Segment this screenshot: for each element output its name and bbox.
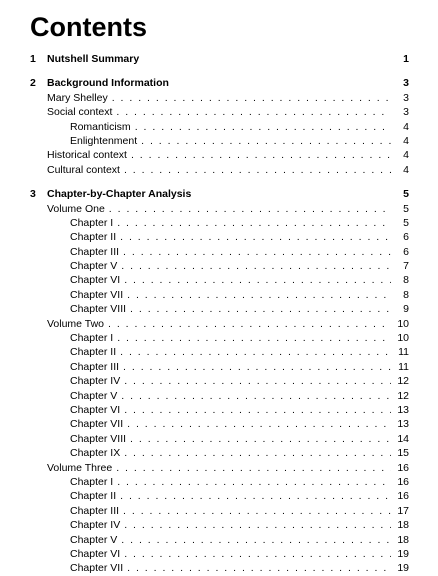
toc-page-number: 9 bbox=[403, 303, 409, 316]
toc-page-number: 3 bbox=[403, 91, 409, 104]
toc-page-number: 16 bbox=[397, 461, 409, 474]
toc-subsection-entry[interactable] bbox=[30, 288, 409, 302]
toc-entry-label: Chapter II bbox=[70, 346, 117, 359]
toc-entry-label: Chapter VII bbox=[70, 288, 124, 301]
toc-entry-label: Chapter VII bbox=[70, 562, 124, 575]
toc-subsection-entry[interactable] bbox=[30, 345, 409, 359]
toc-entry-label: Nutshell Summary bbox=[47, 53, 140, 65]
toc-entry-label: Chapter II bbox=[70, 490, 117, 503]
toc-entry-label: Volume One bbox=[47, 202, 105, 215]
dot-leader bbox=[124, 547, 391, 561]
toc-page-number: 13 bbox=[397, 403, 409, 416]
toc-page-number: 4 bbox=[403, 134, 409, 147]
toc-page-number: 4 bbox=[403, 149, 409, 162]
toc-entry-label: Background Information bbox=[47, 77, 169, 90]
toc-subsection-entry[interactable] bbox=[30, 417, 409, 431]
toc-chapter-number: 2 bbox=[30, 77, 36, 90]
toc-entry-label: Chapter VI bbox=[70, 403, 121, 416]
toc-entry-label: Chapter VI bbox=[70, 547, 121, 560]
toc-entry-label: Chapter VI bbox=[70, 274, 121, 287]
toc-subsection-entry[interactable] bbox=[30, 547, 409, 561]
dot-leader bbox=[123, 245, 391, 259]
toc-page-number: 6 bbox=[403, 231, 409, 244]
dot-leader bbox=[117, 216, 391, 230]
dot-leader bbox=[120, 230, 391, 244]
dot-leader bbox=[120, 345, 391, 359]
dot-leader bbox=[121, 259, 391, 273]
toc-page-number: 10 bbox=[397, 317, 409, 330]
dot-leader bbox=[121, 389, 391, 403]
toc-subsection-entry[interactable] bbox=[30, 360, 409, 374]
toc-entry-label: Chapter IX bbox=[70, 447, 121, 460]
toc-subsection-entry[interactable] bbox=[30, 403, 409, 417]
toc-entry-label: Chapter I bbox=[70, 475, 114, 488]
dot-leader bbox=[141, 134, 391, 148]
dot-leader bbox=[127, 561, 391, 575]
dot-leader bbox=[121, 533, 391, 547]
dot-leader bbox=[116, 461, 391, 475]
toc-section-entry[interactable] bbox=[30, 202, 409, 216]
dot-leader bbox=[109, 202, 391, 216]
toc-page-number: 10 bbox=[397, 332, 409, 345]
toc-entry-label: Chapter II bbox=[70, 231, 117, 244]
dot-leader bbox=[123, 504, 391, 518]
toc-entry-label: Chapter I bbox=[70, 216, 114, 229]
toc-entry-label: Cultural context bbox=[47, 163, 120, 176]
dot-leader bbox=[124, 163, 391, 177]
toc-entry-label: Volume Two bbox=[47, 317, 105, 330]
table-of-contents bbox=[30, 52, 409, 576]
toc-page-number: 4 bbox=[403, 120, 409, 133]
toc-page-number: 14 bbox=[397, 432, 409, 445]
toc-subsection-entry[interactable] bbox=[30, 518, 409, 532]
toc-section-entry[interactable] bbox=[30, 148, 409, 162]
toc-page-number: 18 bbox=[397, 519, 409, 532]
dot-leader bbox=[127, 288, 391, 302]
toc-entry-label: Chapter-by-Chapter Analysis bbox=[47, 188, 192, 201]
toc-entry-label: Chapter V bbox=[70, 389, 118, 402]
toc-subsection-entry[interactable] bbox=[30, 331, 409, 345]
toc-page-number: 19 bbox=[397, 547, 409, 560]
toc-chapter-number: 1 bbox=[30, 53, 36, 65]
toc-chapter-entry[interactable] bbox=[30, 187, 409, 201]
toc-entry-label: Chapter I bbox=[70, 332, 114, 345]
toc-subsection-entry[interactable] bbox=[30, 134, 409, 148]
toc-entry-label: Romanticism bbox=[70, 120, 131, 133]
toc-page-number: 4 bbox=[403, 163, 409, 176]
toc-entry-label: Social context bbox=[47, 106, 113, 119]
toc-page-number: 8 bbox=[403, 274, 409, 287]
toc-entry-label: Chapter IV bbox=[70, 375, 121, 388]
dot-leader bbox=[130, 432, 391, 446]
toc-chapter-entry[interactable] bbox=[30, 76, 409, 90]
dot-leader bbox=[117, 475, 391, 489]
toc-entry-label: Chapter III bbox=[70, 504, 120, 517]
toc-page-number: 5 bbox=[403, 202, 409, 215]
toc-section-entry[interactable] bbox=[30, 105, 409, 119]
toc-page-number: 7 bbox=[403, 260, 409, 273]
dot-leader bbox=[112, 91, 391, 105]
dot-leader bbox=[131, 148, 391, 162]
toc-subsection-entry[interactable] bbox=[30, 389, 409, 403]
toc-page-number: 8 bbox=[403, 288, 409, 301]
toc-page-number: 16 bbox=[397, 475, 409, 488]
toc-chapter-entry[interactable] bbox=[30, 52, 409, 66]
dot-leader bbox=[108, 317, 391, 331]
dot-leader bbox=[123, 360, 391, 374]
toc-page-number: 3 bbox=[403, 106, 409, 119]
toc-entry-label: Chapter III bbox=[70, 360, 120, 373]
toc-entry-label: Volume Three bbox=[47, 461, 113, 474]
toc-page-number: 5 bbox=[403, 216, 409, 229]
toc-entry-label: Chapter V bbox=[70, 260, 118, 273]
toc-entry-label: Chapter VII bbox=[70, 418, 124, 431]
toc-page-number: 16 bbox=[397, 490, 409, 503]
toc-subsection-entry[interactable] bbox=[30, 120, 409, 134]
toc-page-number: 18 bbox=[397, 533, 409, 546]
toc-subsection-entry[interactable] bbox=[30, 259, 409, 273]
toc-subsection-entry[interactable] bbox=[30, 504, 409, 518]
toc-subsection-entry[interactable] bbox=[30, 302, 409, 316]
toc-page-number: 15 bbox=[397, 447, 409, 460]
toc-page-number: 11 bbox=[398, 346, 409, 359]
toc-page-number: 1 bbox=[403, 53, 409, 65]
toc-page-number: 13 bbox=[397, 418, 409, 431]
dot-leader bbox=[135, 120, 391, 134]
toc-page-number: 6 bbox=[403, 245, 409, 258]
toc-entry-label: Chapter VIII bbox=[70, 303, 127, 316]
toc-section-entry[interactable] bbox=[30, 91, 409, 105]
toc-page-number: 19 bbox=[397, 562, 409, 575]
toc-section-entry[interactable] bbox=[30, 317, 409, 331]
dot-leader bbox=[127, 417, 391, 431]
toc-page-number: 3 bbox=[403, 77, 409, 90]
toc-entry-label: Mary Shelley bbox=[47, 91, 108, 104]
toc-subsection-entry[interactable] bbox=[30, 216, 409, 230]
toc-subsection-entry[interactable] bbox=[30, 561, 409, 575]
toc-subsection-entry[interactable] bbox=[30, 245, 409, 259]
dot-leader bbox=[124, 518, 391, 532]
dot-leader bbox=[124, 374, 391, 388]
toc-page-number: 11 bbox=[398, 360, 409, 373]
page-title: Contents bbox=[30, 12, 147, 42]
toc-entry-label: Enlightenment bbox=[70, 134, 138, 147]
toc-subsection-entry[interactable] bbox=[30, 273, 409, 287]
dot-leader bbox=[120, 489, 391, 503]
toc-entry-label: Chapter IV bbox=[70, 519, 121, 532]
toc-page-number: 17 bbox=[397, 504, 409, 517]
dot-leader bbox=[124, 446, 391, 460]
toc-subsection-entry[interactable] bbox=[30, 475, 409, 489]
toc-subsection-entry[interactable] bbox=[30, 533, 409, 547]
toc-subsection-entry[interactable] bbox=[30, 374, 409, 388]
toc-subsection-entry[interactable] bbox=[30, 230, 409, 244]
toc-subsection-entry[interactable] bbox=[30, 489, 409, 503]
dot-leader bbox=[130, 302, 391, 316]
toc-page-number: 12 bbox=[397, 389, 409, 402]
toc-subsection-entry[interactable] bbox=[30, 446, 409, 460]
dot-leader bbox=[117, 331, 391, 345]
toc-subsection-entry[interactable] bbox=[30, 432, 409, 446]
dot-leader bbox=[124, 403, 391, 417]
toc-entry-label: Chapter VIII bbox=[70, 432, 127, 445]
dot-leader bbox=[116, 105, 391, 119]
toc-entry-label: Chapter V bbox=[70, 533, 118, 546]
toc-entry-label: Historical context bbox=[47, 149, 127, 162]
toc-page-number: 12 bbox=[397, 375, 409, 388]
toc-chapter-number: 3 bbox=[30, 188, 36, 201]
toc-section-entry[interactable] bbox=[30, 163, 409, 177]
toc-page-number: 5 bbox=[403, 188, 409, 201]
dot-leader bbox=[124, 273, 391, 287]
toc-section-entry[interactable] bbox=[30, 461, 409, 475]
toc-entry-label: Chapter III bbox=[70, 245, 120, 258]
